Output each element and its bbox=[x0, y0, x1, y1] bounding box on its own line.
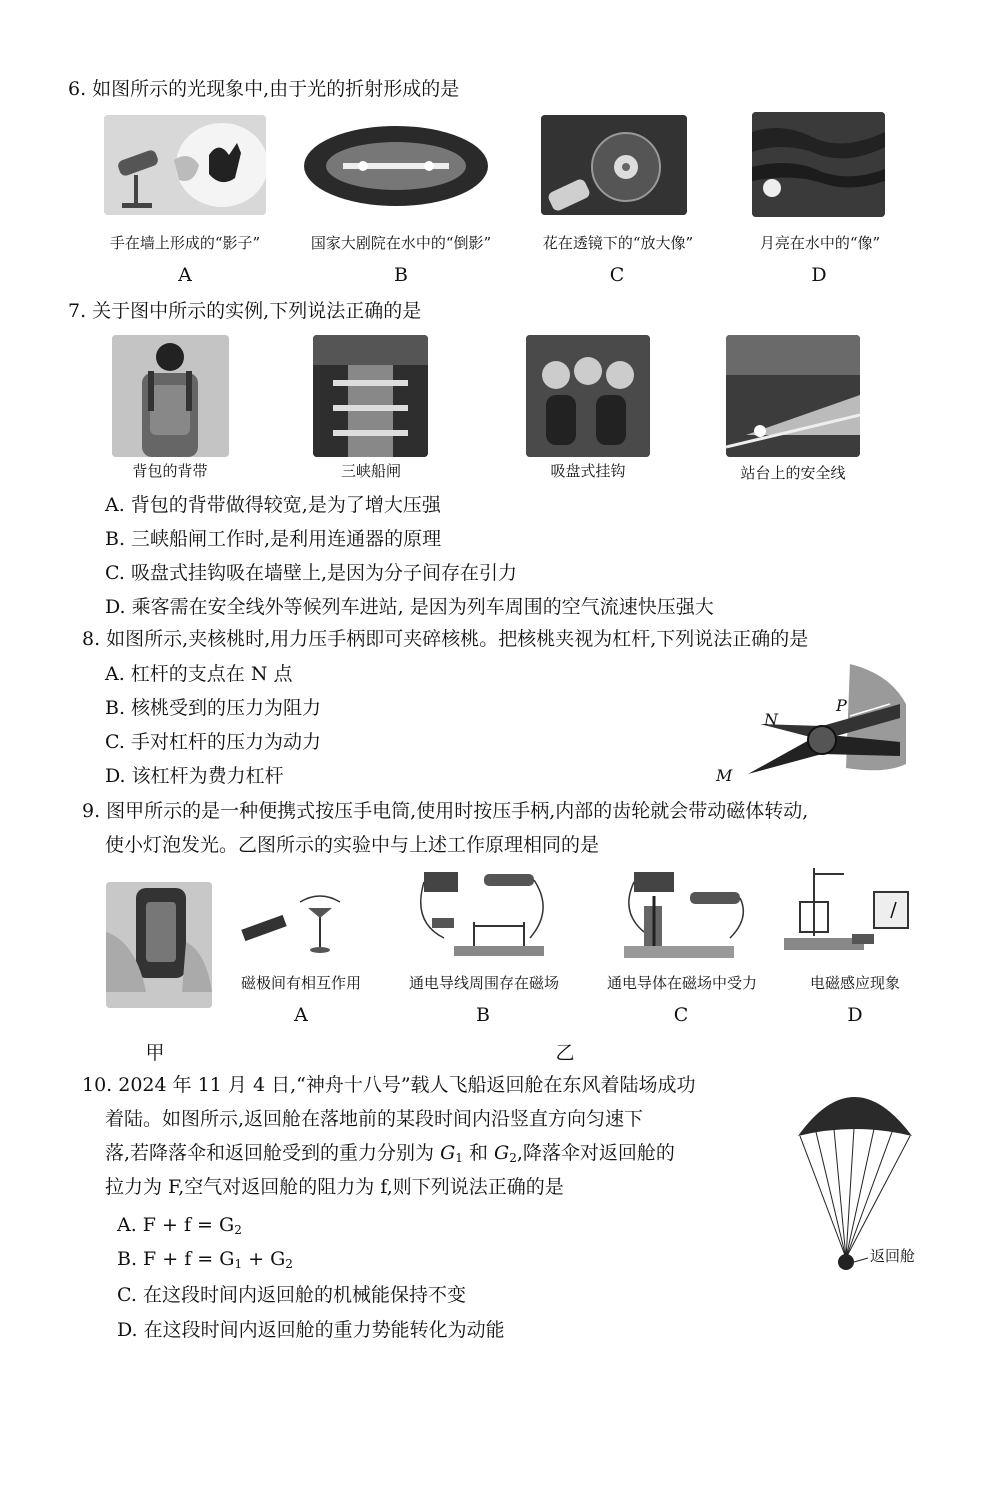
q6-letter-c: C bbox=[609, 264, 625, 286]
q9-letter-c: C bbox=[673, 1004, 689, 1026]
q10-line3: 落,若降落伞和返回舱受到的重力分别为 $G_1$ 和 $G_2$,降落伞对返回舱的 bbox=[105, 1142, 675, 1165]
q9-stem-line2: 使小灯泡发光。乙图所示的实验中与上述工作原理相同的是 bbox=[105, 834, 600, 856]
q8-option-b: B. 核桃受到的压力为阻力 bbox=[105, 697, 322, 719]
q9-letter-a: A bbox=[294, 1004, 308, 1026]
q7-caption-backpack: 背包的背带 bbox=[132, 462, 208, 480]
motor-principle-icon bbox=[614, 866, 754, 966]
q6-letter-d: D bbox=[811, 264, 827, 286]
suction-hook-icon bbox=[526, 335, 650, 457]
backpack-person-icon bbox=[112, 335, 229, 457]
train-icon bbox=[726, 335, 860, 457]
q8-nutcracker-figure bbox=[730, 664, 906, 794]
q7-image-suction-hook bbox=[526, 335, 650, 457]
induction-experiment-icon bbox=[784, 858, 918, 968]
q10-option-d: D. 在这段时间内返回舱的重力势能转化为动能 bbox=[117, 1319, 505, 1341]
q6-stem: 6. 如图所示的光现象中,由于光的折射形成的是 bbox=[68, 78, 460, 100]
q9-caption-c: 通电导体在磁场中受力 bbox=[606, 974, 757, 992]
q8-label-n: N bbox=[764, 710, 778, 729]
q9-figure-b-wire-magnetic-field bbox=[414, 866, 554, 966]
q7-option-d: D. 乘客需在安全线外等候列车进站, 是因为列车周围的空气流速快压强大 bbox=[105, 596, 714, 618]
q7-image-backpack bbox=[112, 335, 229, 457]
ship-lock-icon bbox=[313, 335, 428, 457]
q10-line2: 着陆。如图所示,返回舱在落地前的某段时间内沿竖直方向匀速下 bbox=[105, 1108, 644, 1130]
q7-caption-safety-line: 站台上的安全线 bbox=[740, 464, 846, 482]
q8-label-m: M bbox=[716, 766, 733, 785]
q6-letter-b: B bbox=[394, 264, 408, 286]
q8-stem: 8. 如图所示,夹核桃时,用力压手柄即可夹碎核桃。把核桃夹视为杠杆,下列说法正确的是 bbox=[82, 628, 809, 650]
q6-image-d-moon-water bbox=[752, 112, 885, 217]
q6-caption-d: 月亮在水中的“像” bbox=[759, 234, 881, 252]
q6-image-a-hand-shadow bbox=[104, 115, 266, 215]
q9-letter-b: B bbox=[476, 1004, 490, 1026]
q7-option-a: A. 背包的背带做得较宽,是为了增大压强 bbox=[105, 494, 441, 516]
hand-flashlight-icon bbox=[106, 882, 212, 1008]
parachute-icon bbox=[794, 1082, 924, 1272]
q9-label-yi: 乙 bbox=[555, 1042, 575, 1064]
q10-line1: 10. 2024 年 11 月 4 日,“神舟十八号”载人飞船返回舱在东风着陆场成功 bbox=[82, 1074, 696, 1096]
q10-option-a: A. $F + f = G_2$ bbox=[117, 1214, 242, 1237]
q10-capsule-label: 返回舱 bbox=[870, 1247, 916, 1265]
nutcracker-icon bbox=[730, 664, 906, 794]
q7-option-b: B. 三峡船闸工作时,是利用连通器的原理 bbox=[105, 528, 442, 550]
q7-stem: 7. 关于图中所示的实例,下列说法正确的是 bbox=[68, 300, 422, 322]
q9-stem-line1: 9. 图甲所示的是一种便携式按压手电筒,使用时按压手柄,内部的齿轮就会带动磁体转动, bbox=[82, 800, 809, 822]
q7-image-platform-safety-line bbox=[726, 335, 860, 457]
magnifier-flower-icon bbox=[541, 115, 687, 215]
q9-caption-a: 磁极间有相互作用 bbox=[240, 974, 361, 992]
q6-image-c-flower-lens bbox=[541, 115, 687, 215]
q6-caption-a: 手在墙上形成的“影子” bbox=[109, 234, 261, 252]
q6-caption-c: 花在透镜下的“放大像” bbox=[542, 234, 694, 252]
q9-figure-a-magnets bbox=[236, 892, 360, 956]
q10-line4: 拉力为 F,空气对返回舱的阻力为 f,则下列说法正确的是 bbox=[105, 1176, 564, 1198]
q7-caption-ship-lock: 三峡船闸 bbox=[340, 462, 401, 480]
q7-option-c: C. 吸盘式挂钩吸在墙壁上,是因为分子间存在引力 bbox=[105, 562, 517, 584]
q10-option-c: C. 在这段时间内返回舱的机械能保持不变 bbox=[117, 1284, 466, 1306]
oersted-experiment-icon bbox=[414, 866, 554, 966]
q8-option-d: D. 该杠杆为费力杠杆 bbox=[105, 765, 284, 787]
q9-letter-d: D bbox=[847, 1004, 863, 1026]
theatre-icon bbox=[303, 121, 489, 211]
q6-image-b-theatre-reflection bbox=[303, 121, 489, 211]
magnet-compass-icon bbox=[236, 892, 360, 956]
q8-option-a: A. 杠杆的支点在 N 点 bbox=[105, 663, 293, 685]
q9-caption-d: 电磁感应现象 bbox=[809, 974, 900, 992]
q6-caption-b: 国家大剧院在水中的“倒影” bbox=[310, 234, 492, 252]
q9-figure-c-conductor-force bbox=[614, 866, 754, 966]
q8-label-p: P bbox=[836, 696, 847, 715]
q9-caption-b: 通电导线周围存在磁场 bbox=[408, 974, 559, 992]
q9-image-jia-flashlight bbox=[106, 882, 212, 1008]
q10-parachute-figure bbox=[794, 1082, 924, 1272]
q9-label-jia: 甲 bbox=[145, 1042, 165, 1064]
q10-option-b: B. $F + f = G_1 + G_2$ bbox=[117, 1248, 293, 1271]
q8-option-c: C. 手对杠杆的压力为动力 bbox=[105, 731, 321, 753]
q7-caption-suction-hook: 吸盘式挂钩 bbox=[550, 462, 626, 480]
moon-reflection-icon bbox=[752, 112, 885, 217]
q7-image-ship-lock bbox=[313, 335, 428, 457]
hand-shadow-icon bbox=[104, 115, 266, 215]
q6-letter-a: A bbox=[178, 264, 192, 286]
q9-figure-d-electromagnetic-induction bbox=[784, 858, 918, 968]
